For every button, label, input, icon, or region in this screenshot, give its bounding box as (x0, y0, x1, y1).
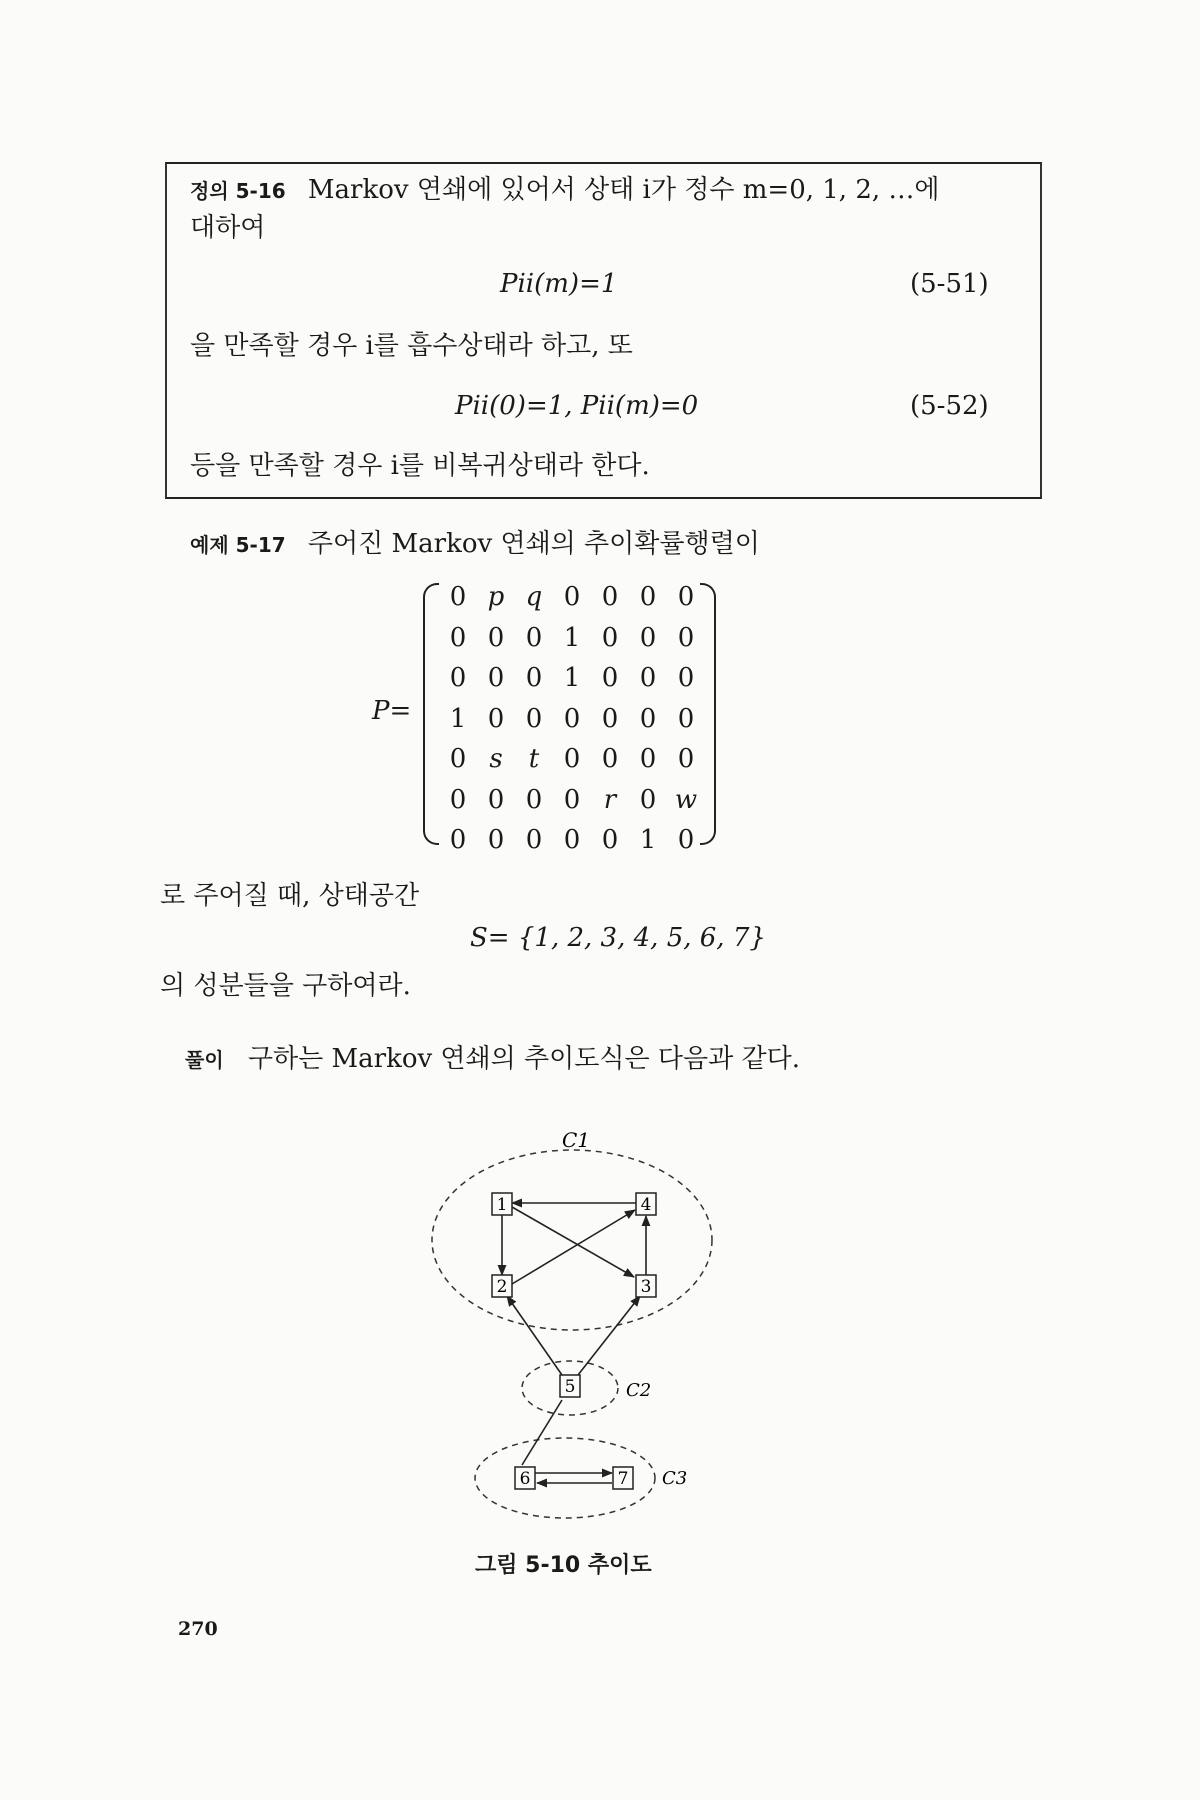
matrix-cell: 0 (639, 744, 657, 774)
matrix-cell: 0 (449, 825, 467, 855)
solution-label: 풀이 (185, 1048, 224, 1072)
edge-1-3 (512, 1207, 634, 1277)
example-text: 주어진 Markov 연쇄의 추이확률행렬이 (307, 529, 760, 559)
matrix-cell: 1 (563, 663, 581, 693)
matrix-cell: 0 (677, 663, 695, 693)
matrix-cell: 0 (563, 744, 581, 774)
node-3-label: 3 (640, 1277, 652, 1297)
edge-5-3 (578, 1296, 640, 1375)
node-7-label: 7 (617, 1469, 629, 1489)
page-number: 270 (178, 1618, 218, 1640)
node-4-label: 4 (640, 1195, 652, 1215)
definition-line-3: 을 만족할 경우 i를 흡수상태라 하고, 또 (190, 331, 633, 361)
matrix-cell: 0 (525, 825, 543, 855)
equation-number-5-52: (5-52) (910, 391, 989, 421)
definition-line-2: 대하여 (190, 213, 266, 243)
node-6-label: 6 (519, 1469, 531, 1489)
definition-label: 정의 5-16 (190, 179, 286, 203)
figure-caption: 그림 5-10 추이도 (475, 1553, 652, 1578)
matrix-cell: p (487, 582, 505, 612)
example-after-text-2: 의 성분들을 구하여라. (160, 971, 411, 1001)
matrix-cell: 0 (677, 825, 695, 855)
matrix-cell: 1 (449, 703, 467, 734)
matrix-cell: 1 (563, 622, 581, 653)
solution-text: 구하는 Markov 연쇄의 추이도식은 다음과 같다. (247, 1044, 800, 1074)
node-5 (560, 1375, 580, 1397)
node-6 (515, 1467, 535, 1489)
matrix-cell: 0 (601, 703, 619, 734)
matrix-cell: 0 (677, 622, 695, 653)
definition-text-1: Markov 연쇄에 있어서 상태 i가 정수 m=0, 1, 2, …에 (307, 175, 940, 205)
cluster-label-c1: C1 (562, 1128, 591, 1152)
example-after-text: 로 주어질 때, 상태공간 (160, 881, 420, 911)
matrix-cell: 0 (639, 703, 657, 734)
matrix-cell: 0 (677, 582, 695, 612)
edge-5-2 (507, 1296, 562, 1375)
matrix-cell: 0 (487, 784, 505, 815)
node-1 (492, 1193, 512, 1215)
matrix-cell: 0 (639, 784, 657, 815)
matrix-cell: 0 (449, 663, 467, 693)
matrix-cell: 0 (449, 744, 467, 774)
matrix-cell: 0 (449, 582, 467, 612)
matrix-cell: 1 (639, 825, 657, 855)
definition-line-4: 등을 만족할 경우 i를 비복귀상태라 한다. (190, 451, 650, 481)
matrix-cell: 0 (525, 622, 543, 653)
matrix-label: P= (372, 696, 412, 726)
matrix-cell: 0 (563, 582, 581, 612)
matrix-cell: 0 (601, 825, 619, 855)
state-space-set: S= {1, 2, 3, 4, 5, 6, 7} (470, 923, 766, 953)
matrix-cell: 0 (639, 622, 657, 653)
node-7 (613, 1467, 633, 1489)
matrix-cell: q (525, 582, 543, 612)
matrix-cell: 0 (563, 784, 581, 815)
matrix-cell: 0 (563, 703, 581, 734)
node-5-label: 5 (564, 1377, 576, 1397)
node-2-label: 2 (496, 1277, 508, 1297)
matrix-cell: r (603, 784, 617, 815)
matrix-cell: 0 (449, 784, 467, 815)
matrix-cell: 0 (601, 582, 619, 612)
matrix-cell: 0 (563, 825, 581, 855)
matrix-cell: s (489, 744, 503, 774)
matrix-cell: t (528, 744, 540, 774)
equation-number-5-51: (5-51) (910, 269, 989, 299)
matrix-cell: 0 (639, 663, 657, 693)
matrix-cell: 0 (639, 582, 657, 612)
cluster-c1 (432, 1150, 712, 1330)
node-3 (636, 1275, 656, 1297)
matrix-cell: 0 (601, 622, 619, 653)
equation-5-51: Pii(m)=1 (500, 269, 618, 299)
edge-2-4 (512, 1210, 635, 1284)
matrix-cell: 0 (487, 825, 505, 855)
matrix-cell: 0 (677, 703, 695, 734)
matrix-cell: 0 (601, 663, 619, 693)
matrix-cell: 0 (487, 622, 505, 653)
example-label: 예제 5-17 (190, 533, 286, 557)
matrix-cell: w (674, 784, 698, 815)
matrix-cell: 0 (487, 663, 505, 693)
matrix-cell: 0 (525, 703, 543, 734)
matrix-cell: 0 (487, 703, 505, 734)
matrix-cell: 0 (525, 663, 543, 693)
node-4 (636, 1193, 656, 1215)
cluster-label-c3: C3 (662, 1468, 688, 1489)
cluster-label-c2: C2 (626, 1380, 652, 1401)
node-1-label: 1 (496, 1195, 508, 1215)
matrix-cell: 0 (449, 622, 467, 653)
matrix-cell: 0 (525, 784, 543, 815)
matrix-cell: 0 (601, 744, 619, 774)
node-2 (492, 1275, 512, 1297)
matrix-cell: 0 (677, 744, 695, 774)
equation-5-52: Pii(0)=1, Pii(m)=0 (455, 391, 699, 421)
